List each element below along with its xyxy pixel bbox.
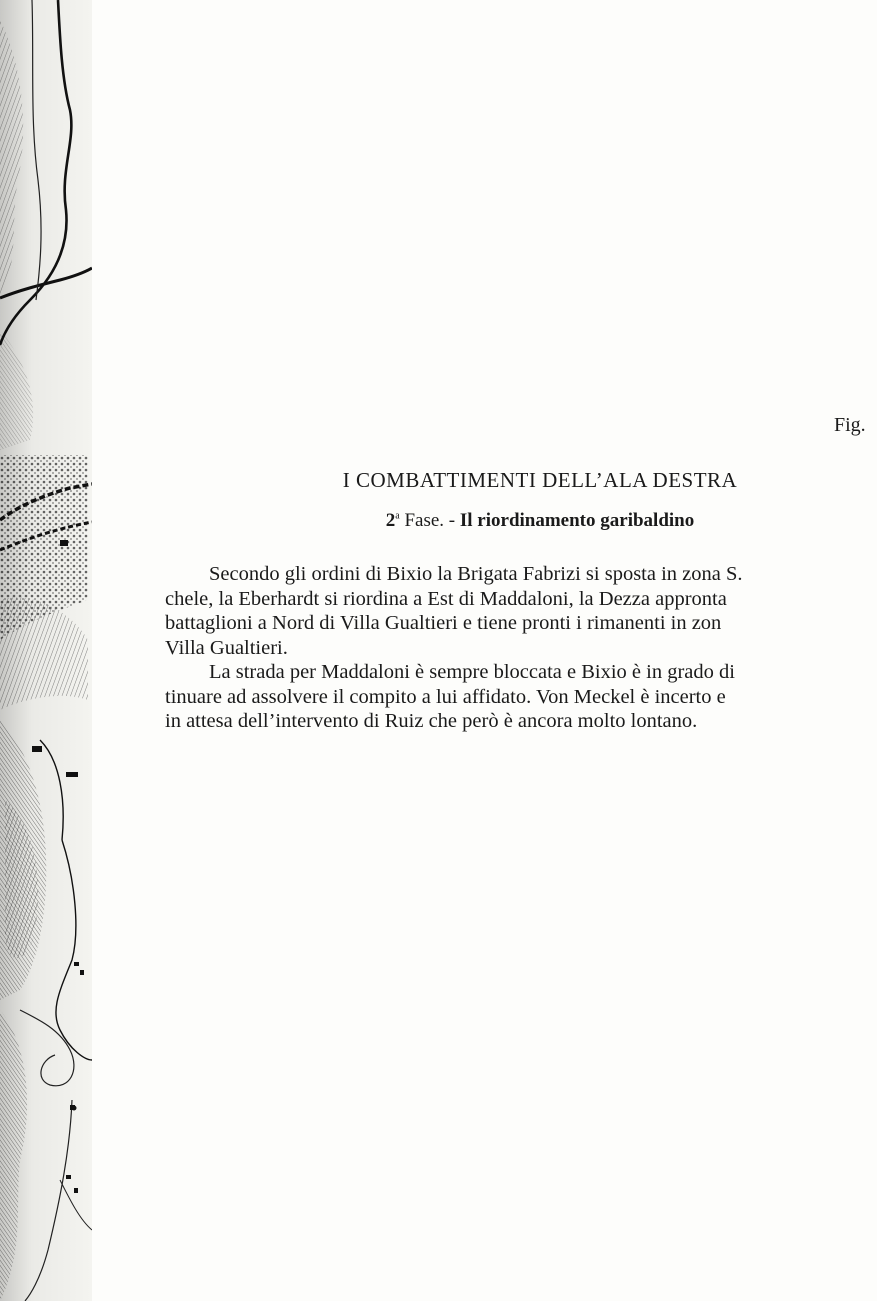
text-line: La strada per Maddaloni è sempre bloccata e Bixio è in grado di (209, 661, 735, 683)
body-text (165, 562, 877, 734)
paragraph-1 (165, 562, 877, 660)
figure-label: Fig. (834, 414, 866, 436)
text-line: Secondo gli ordini di Bixio la Brigata Fabrizi si sposta in zona S. (209, 563, 743, 585)
phase-ordinal-suffix: a (395, 510, 400, 522)
phase-number: 2 (385, 510, 396, 531)
text-line: tinuare ad assolvere il compito a lui affidato. Von Meckel è incerto e (165, 685, 726, 708)
text-line: chele, la Eberhardt si riordina a Est di Maddaloni, la Dezza appronta (165, 587, 727, 610)
map-fragment (0, 0, 92, 1301)
phase-title: Il riordinamento garibaldino (459, 510, 695, 531)
phase-subtitle (152, 510, 877, 532)
text-line: battaglioni a Nord di Villa Gualtieri e tiene pronti i rimanenti in zon (165, 612, 722, 634)
paragraph-2 (165, 660, 877, 734)
section-title: I COMBATTIMENTI DELL’ALA DESTRA (342, 468, 738, 492)
text-line: Villa Gualtieri. (165, 636, 288, 659)
phase-word: Fase. - (404, 510, 456, 531)
text-line: in attesa dell’intervento di Ruiz che però è ancora molto lontano. (165, 710, 698, 732)
